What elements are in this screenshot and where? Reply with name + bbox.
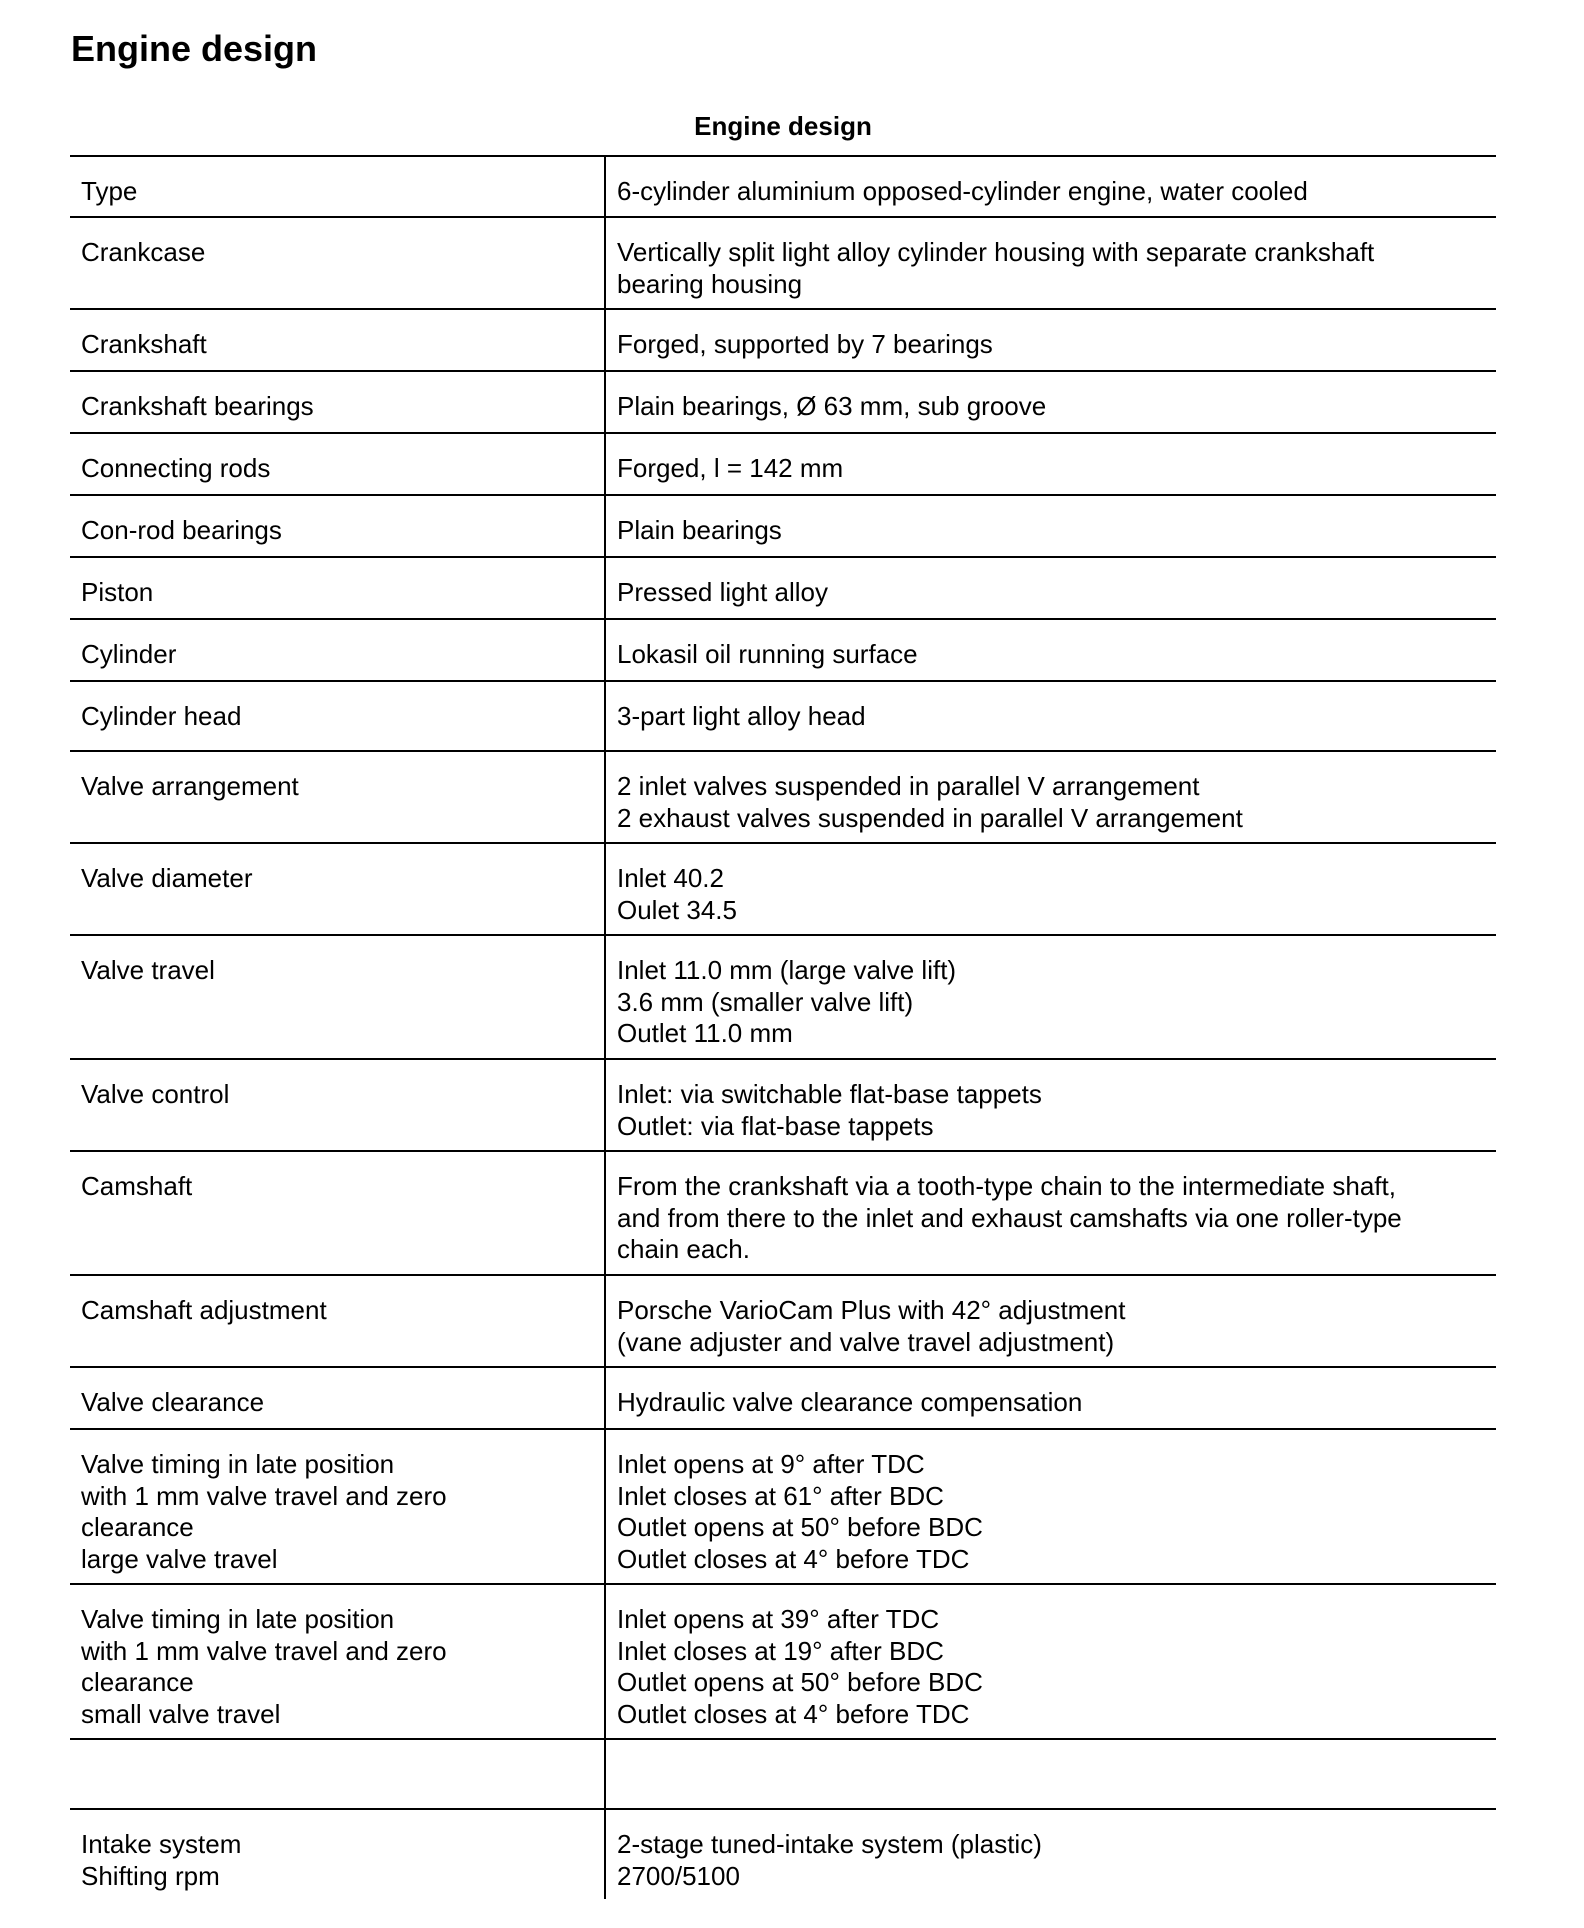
- spec-value: 6-cylinder aluminium opposed-cylinder engine, water cooled: [605, 156, 1496, 217]
- spec-row: [70, 1367, 1496, 1429]
- spec-row: [70, 619, 1496, 681]
- spec-label: Valve timing in late position with 1 mm valve travel and zero clearance large valve travel: [70, 1429, 605, 1584]
- spec-label: Crankshaft bearings: [70, 371, 605, 433]
- spec-label: Connecting rods: [70, 433, 605, 495]
- spec-value: From the crankshaft via a tooth-type chain to the intermediate shaft, and from there to the inlet and exhaust camshafts via one roller-type chain each.: [605, 1151, 1496, 1275]
- spec-row: [70, 1275, 1496, 1367]
- spec-value: Lokasil oil running surface: [605, 619, 1496, 681]
- spec-label: Valve diameter: [70, 843, 605, 935]
- spec-row: [70, 371, 1496, 433]
- spec-row: [70, 1429, 1496, 1584]
- spec-value: Inlet opens at 39° after TDC Inlet closes at 19° after BDC Outlet opens at 50° before BDC Outlet closes at 4° before TDC: [605, 1584, 1496, 1739]
- spec-row: [70, 1059, 1496, 1151]
- spec-row: [70, 1151, 1496, 1275]
- spec-value: Forged, l = 142 mm: [605, 433, 1496, 495]
- engine-spec-table: [70, 155, 1496, 1899]
- spec-value: 3-part light alloy head: [605, 681, 1496, 751]
- spec-label: Crankcase: [70, 217, 605, 309]
- spec-value: 2-stage tuned-intake system (plastic) 2700/5100: [605, 1809, 1496, 1899]
- spec-label: Valve timing in late position with 1 mm valve travel and zero clearance small valve travel: [70, 1584, 605, 1739]
- spec-row: [70, 681, 1496, 751]
- spec-row: [70, 495, 1496, 557]
- spec-value: Inlet opens at 9° after TDC Inlet closes at 61° after BDC Outlet opens at 50° before BDC Outlet closes at 4° before TDC: [605, 1429, 1496, 1584]
- spec-value: 2 inlet valves suspended in parallel V arrangement 2 exhaust valves suspended in parallel V arrangement: [605, 751, 1496, 843]
- spec-value: Inlet 40.2 Oulet 34.5: [605, 843, 1496, 935]
- spec-value: [605, 1739, 1496, 1809]
- spec-row: [70, 751, 1496, 843]
- spec-label: Cylinder head: [70, 681, 605, 751]
- spec-row: [70, 217, 1496, 309]
- spec-row: [70, 1584, 1496, 1739]
- spec-label: Crankshaft: [70, 309, 605, 371]
- spec-value: Inlet: via switchable flat-base tappets Outlet: via flat-base tappets: [605, 1059, 1496, 1151]
- spec-label: Cylinder: [70, 619, 605, 681]
- spec-label: Piston: [70, 557, 605, 619]
- spec-row: [70, 843, 1496, 935]
- spec-table-body: [70, 156, 1496, 1899]
- spec-value: Porsche VarioCam Plus with 42° adjustment (vane adjuster and valve travel adjustment): [605, 1275, 1496, 1367]
- spec-value: Plain bearings: [605, 495, 1496, 557]
- spec-label: Valve travel: [70, 935, 605, 1059]
- spec-label: [70, 1739, 605, 1809]
- spec-value: Inlet 11.0 mm (large valve lift) 3.6 mm (smaller valve lift) Outlet 11.0 mm: [605, 935, 1496, 1059]
- spec-label: Valve control: [70, 1059, 605, 1151]
- page-title: Engine design: [71, 28, 318, 69]
- spec-row: [70, 309, 1496, 371]
- spec-row: [70, 557, 1496, 619]
- spec-row: [70, 1739, 1496, 1809]
- spec-label: Con-rod bearings: [70, 495, 605, 557]
- spec-label: Intake system Shifting rpm: [70, 1809, 605, 1899]
- spec-value: Hydraulic valve clearance compensation: [605, 1367, 1496, 1429]
- spec-row: [70, 1809, 1496, 1899]
- spec-value: Vertically split light alloy cylinder housing with separate crankshaft bearing housing: [605, 217, 1496, 309]
- spec-value: Pressed light alloy: [605, 557, 1496, 619]
- spec-row: [70, 935, 1496, 1059]
- spec-row: [70, 433, 1496, 495]
- table-caption: Engine design: [694, 111, 872, 141]
- spec-value: Plain bearings, Ø 63 mm, sub groove: [605, 371, 1496, 433]
- spec-label: Valve clearance: [70, 1367, 605, 1429]
- spec-value: Forged, supported by 7 bearings: [605, 309, 1496, 371]
- spec-label: Type: [70, 156, 605, 217]
- spec-label: Valve arrangement: [70, 751, 605, 843]
- spec-row: [70, 156, 1496, 217]
- spec-label: Camshaft adjustment: [70, 1275, 605, 1367]
- spec-label: Camshaft: [70, 1151, 605, 1275]
